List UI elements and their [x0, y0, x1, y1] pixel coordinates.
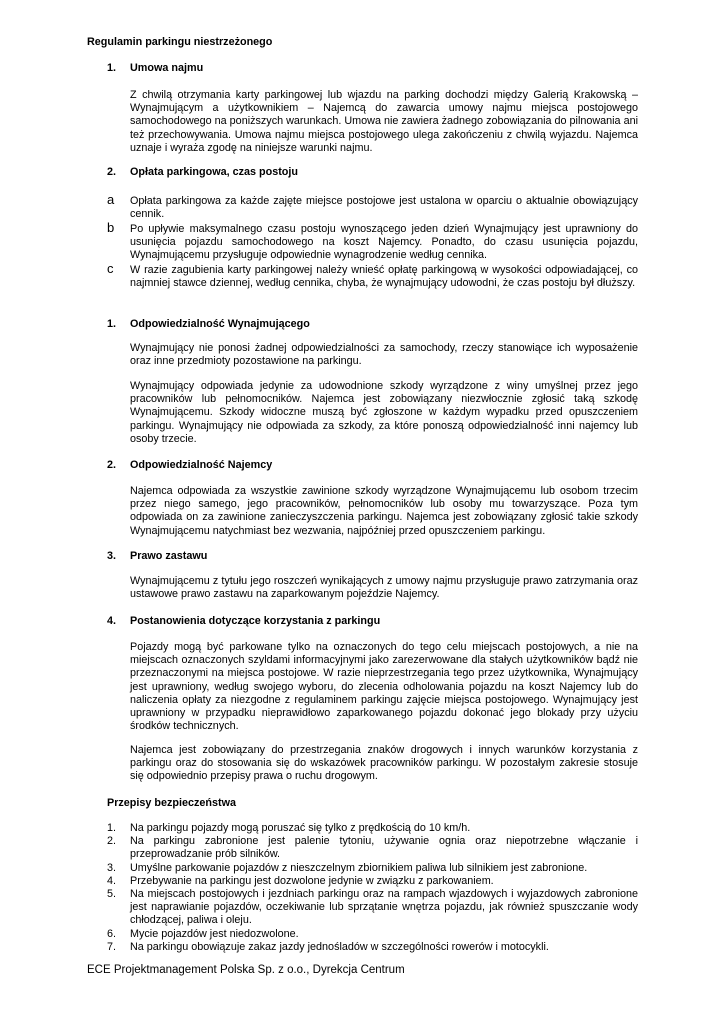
section-heading-postanowienia	[107, 615, 380, 628]
section-title: Odpowiedzialność Najemcy	[130, 459, 273, 471]
section-number: 2.	[107, 166, 117, 178]
section-number: 1.	[107, 62, 117, 74]
section-heading-prawo-zastawu	[107, 550, 207, 563]
list-item	[107, 862, 638, 875]
rule-number: 5.	[107, 888, 117, 901]
document-footer: ECE Projektmanagement Polska Sp. z o.o., Dyrekcja Centrum	[87, 964, 405, 976]
list-letter: a	[107, 192, 115, 207]
rule-text: Na miejscach postojowych i jezdniach parkingu oraz na rampach wjazdowych i wyjazdowych zabronione jest naprawianie pojazdów, oczekiwanie lub sprzątanie wnętrza pojazdu, jak również spuszczanie wody chłodzącej, paliwa i oleju.	[130, 888, 638, 927]
rule-number: 6.	[107, 927, 117, 940]
safety-rules-list	[107, 822, 638, 954]
list-item-text: Opłata parkingowa za każde zajęte miejsce postojowe jest ustalona w oparciu o aktualnie obowiązujący cennik.	[130, 195, 638, 221]
rule-text: Mycie pojazdów jest niedozwolone.	[130, 927, 299, 940]
section-title: Prawo zastawu	[130, 550, 208, 562]
section-number: 1.	[107, 318, 117, 330]
section-title: Postanowienia dotyczące korzystania z parkingu	[130, 615, 381, 627]
section-heading-oplata	[107, 166, 298, 179]
paragraph-wynajmujacy-2: Wynajmujący odpowiada jedynie za udowodnione szkody wyrządzone z winy umyślnej przez jego pracowników lub pełnomocników. Najemca jest zobowiązany niezwłocznie zgłosić taką szkodę Wynajmującemu. Szkody widoczne muszą być zgłoszone w każdym wypadku przed opuszczeniem parkingu. Wynajmujący nie odpowiada za szkody, za które ponoszą odpowiedzialność inni najemcy lub osoby trzecie.	[130, 380, 638, 445]
list-item	[107, 835, 638, 861]
rule-number: 1.	[107, 822, 117, 834]
section-number: 3.	[107, 550, 117, 562]
section-number: 4.	[107, 615, 117, 627]
document-title: Regulamin parkingu niestrzeżonego	[87, 36, 273, 48]
section-title: Odpowiedzialność Wynajmującego	[130, 318, 310, 330]
rule-text: Na parkingu pojazdy mogą poruszać się tylko z prędkością do 10 km/h.	[130, 822, 471, 834]
rule-number: 7.	[107, 940, 117, 953]
rule-number: 3.	[107, 861, 117, 874]
rule-text: Umyślne parkowanie pojazdów z nieszczelnym zbiornikiem paliwa lub silnikiem jest zabronione.	[130, 861, 588, 874]
paragraph-najemca: Najemca odpowiada za wszystkie zawinione szkody wyrządzone Wynajmującemu lub osobom trzecim przez niego samego, jego pracowników, pełnomocników lub osoby mu towarzyszące. Poza tym odpowiada on za zawinione zanieczyszczenia parkingu. Najemca jest zobowiązany zgłosić takie szkody Wynajmującemu natychmiast bez wezwania, najpóźniej przed opuszczeniem parkingu.	[130, 485, 638, 537]
list-item	[107, 928, 638, 941]
rule-text: Przebywanie na parkingu jest dozwolone jedynie w związku z parkowaniem.	[130, 874, 494, 887]
list-item	[107, 822, 638, 835]
paragraph-postanowienia-2: Najemca jest zobowiązany do przestrzegania znaków drogowych i innych warunków korzystania z parkingu oraz do stosowania się do wskazówek pracowników parkingu. W pozostałym zakresie stosuje się odpowiednio przepisy prawa o ruchu drogowym.	[130, 744, 638, 783]
list-item	[107, 941, 638, 954]
paragraph-umowa-najmu: Z chwilą otrzymania karty parkingowej lub wjazdu na parking dochodzi między Galerią Krakowską – Wynajmującym a użytkownikiem – Najemcą do zawarcia umowy najmu miejsca postojowego samochodowego na poniższych warunkach. Umowa nie zawiera żadnego zobowiązania do pilnowania ani też przechowywania. Umowa najmu miejsca postojowego ulega zakończeniu z chwilą wyjazdu. Najemca uznaje i wyraża zgodę na niniejsze warunki najmu.	[130, 89, 638, 154]
list-item	[107, 888, 638, 928]
rule-text: Na parkingu obowiązuje zakaz jazdy jednośladów w szczególności rowerów i motocykli.	[130, 940, 549, 953]
paragraph-postanowienia-1: Pojazdy mogą być parkowane tylko na oznaczonych do tego celu miejscach postojowych, a nie na miejscach oznaczonych szyldami informacyjnymi jako zarezerwowane dla stałych użytkowników bądź nie przeznaczonymi na miejsca postojowe. W razie nieprzestrzegania tego przez użytkownika, Wynajmujący jest uprawniony, według swojego wyboru, do zlecenia odholowania pojazdu na koszt Najemcy lub do naliczenia opłaty za niezgodne z regulaminem parkingu zajęcie miejsca postojowego. Wynajmujący jest uprawniony w przypadku nieprawidłowo zaparkowanego pojazdu dokonać jego blokady przy użyciu środków technicznych.	[130, 641, 638, 733]
list-item	[107, 875, 638, 888]
list-item-text: W razie zagubienia karty parkingowej należy wnieść opłatę parkingową w wysokości odpowiadającej, co najmniej stawce dziennej, według cennika, chyba, że wynajmujący udowodni, że czas postoju był dłuższy.	[130, 264, 638, 290]
section-title: Umowa najmu	[130, 62, 204, 74]
paragraph-prawo-zastawu: Wynajmującemu z tytułu jego roszczeń wynikających z umowy najmu przysługuje prawo zatrzymania oraz ustawowe prawo zastawu na zaparkowanym pojeździe Najemcy.	[130, 575, 638, 601]
rule-text: Na parkingu zabronione jest palenie tytoniu, używanie ognia oraz niepotrzebne włączanie i przeprowadzanie prób silników.	[130, 835, 638, 861]
section-number: 2.	[107, 459, 117, 471]
list-letter: b	[107, 220, 115, 235]
section-title: Opłata parkingowa, czas postoju	[130, 166, 298, 178]
section-heading-odpowiedzialnosc-wynajmujacego	[107, 318, 310, 331]
list-item-text: Po upływie maksymalnego czasu postoju wynoszącego jeden dzień Wynajmujący jest uprawniony do usunięcia pojazdu samochodowego na koszt Najemcy. Ponadto, do czasu usunięcia pojazdu, Wynajmującemu przysługuje odpowiednie wynagrodzenie według cennika.	[130, 223, 638, 262]
rule-number: 2.	[107, 835, 117, 848]
list-letter: c	[107, 261, 114, 276]
safety-heading: Przepisy bezpieczeństwa	[107, 797, 237, 809]
rule-number: 4.	[107, 874, 117, 887]
section-heading-umowa-najmu	[107, 62, 203, 75]
section-heading-odpowiedzialnosc-najemcy	[107, 459, 272, 472]
paragraph-wynajmujacy-1: Wynajmujący nie ponosi żadnej odpowiedzialności za samochody, rzeczy stanowiące ich wyposażenie oraz inne przedmioty pozostawione na parkingu.	[130, 342, 638, 368]
